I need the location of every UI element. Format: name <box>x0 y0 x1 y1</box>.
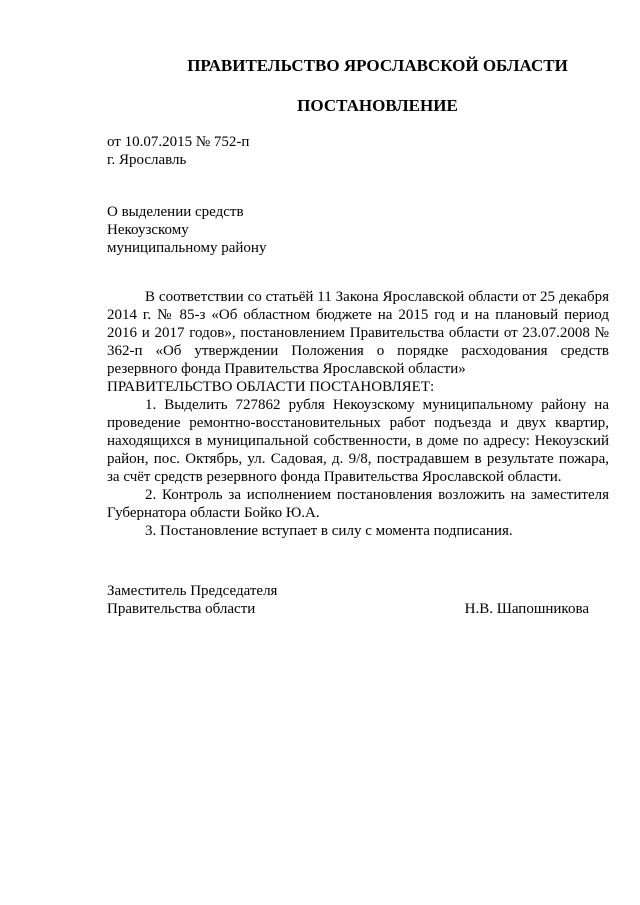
subject-line: муниципальному району <box>107 240 267 256</box>
document-type-title: ПОСТАНОВЛЕНИЕ <box>297 96 458 115</box>
item-paragraph: 3. Постановление вступает в силу с момента подписания. <box>145 523 513 539</box>
subject-line: О выделении средств <box>107 204 244 220</box>
item-paragraph: 1. Выделить 727862 рубля Некоузскому муниципальному району на проведение ремонтно-восстановительных работ подъезда и двух квартир, находящихся в муниципальной собственности, в доме по адресу: Некоузский район, пос. Октябрь, ул. Садовая, д. 9/8, пострадавшем в результате пожара, за счёт средств резервного фонда Правительства Ярославской области. <box>107 397 609 485</box>
signature-block <box>107 582 589 618</box>
item-paragraph: 2. Контроль за исполнением постановления возложить на заместителя Губернатора области Бойко Ю.А. <box>107 487 609 521</box>
signatory-name: Н.В. Шапошникова <box>464 601 589 617</box>
resolves-line: ПРАВИТЕЛЬСТВО ОБЛАСТИ ПОСТАНОВЛЯЕТ: <box>107 379 435 395</box>
document-body <box>107 288 609 540</box>
preamble-paragraph: В соответствии со статьёй 11 Закона Ярославской области от 25 декабря 2014 г. № 85-з «Об областном бюджете на 2015 год и на плановый период 2016 и 2017 годов», постановлением Правительства области от 23.07.2008 № 362-п «Об утверждении Положения о порядке расходования средств резервного фонда Правительства Ярославской области» <box>107 289 609 377</box>
subject-line: Некоузскому <box>107 222 189 238</box>
signatory-position-line1: Заместитель Председателя <box>107 583 278 599</box>
document-subject <box>107 203 266 257</box>
date-number: от 10.07.2015 № 752-п <box>107 134 250 150</box>
government-title: ПРАВИТЕЛЬСТВО ЯРОСЛАВСКОЙ ОБЛАСТИ <box>187 56 568 75</box>
signatory-position-line2: Правительства области <box>107 601 256 617</box>
document-meta <box>107 133 249 169</box>
city: г. Ярославль <box>107 152 187 168</box>
